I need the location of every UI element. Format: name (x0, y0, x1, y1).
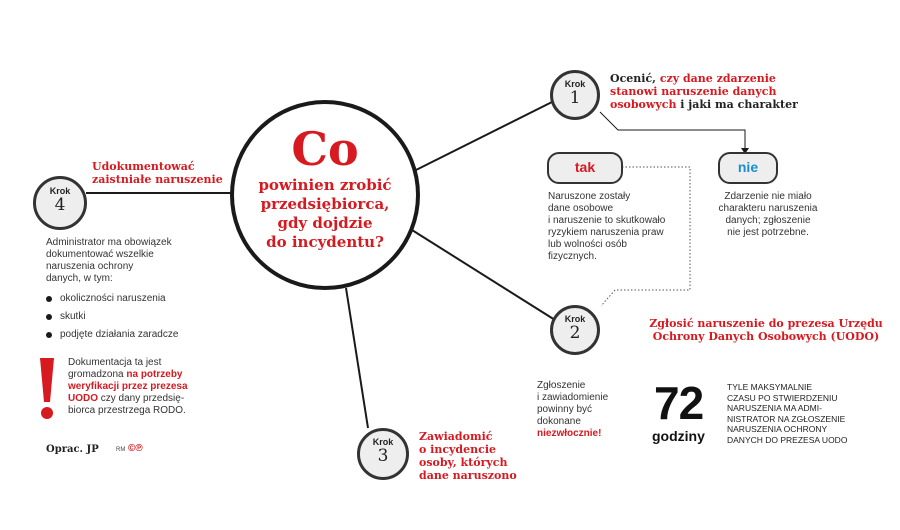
note-red-3: UODO (68, 393, 98, 404)
tak-text-line-5: lub wolności osób (548, 239, 627, 250)
credits-logo: ©℗ (128, 443, 143, 454)
tak-text-line-6: fizycznych. (548, 251, 597, 262)
tak-text-line-1: Naruszone zostały (548, 191, 631, 202)
line-step1-to-nie (600, 112, 745, 150)
step-2-title-line-2: Ochrony Danych Osobowych (UODO) (652, 330, 880, 343)
step-2-title (646, 317, 886, 343)
hours-desc-line-4: NISTRATOR NA ZGŁOSZENIE (727, 413, 846, 424)
documentation-note (68, 357, 228, 417)
step-3-circle (357, 428, 409, 480)
nie-text-line-3: danych; zgłoszenie (725, 215, 811, 226)
step-4-title-line-2: zaistniałe naruszenie (92, 173, 223, 186)
step-1-title-black-1: Ocenić, (610, 72, 656, 85)
step-4-intro-line-4: danych, w tym: (46, 273, 113, 284)
hours-desc-line-5: NARUSZENIA OCHRONY (727, 424, 828, 434)
tak-pill (547, 152, 623, 184)
tak-text-line-3: i naruszenie to skutkowało (548, 215, 666, 226)
step-4-bullet-list (46, 293, 246, 347)
step-1-title (610, 72, 810, 111)
hours-desc-line-3: NARUSZENIA MA ADMI- (727, 403, 822, 413)
step-2-title-line-1: Zgłosić naruszenie do prezesa Urzędu (649, 317, 883, 330)
step-2-text-line-4: dokonane (537, 416, 581, 427)
step-3-title-line-3: osoby, których (419, 456, 508, 469)
step-4-number: 4 (54, 195, 66, 215)
step-1-circle (550, 70, 600, 120)
hours-desc-line-1: TYLE MAKSYMALNIE (727, 382, 813, 392)
center-question-line-2: przedsiębiorca, (260, 195, 390, 213)
center-question-line-3: gdy dojdzie (277, 214, 373, 232)
step-2-text-line-1: Zgłoszenie (537, 380, 586, 391)
step-3-number: 3 (377, 446, 389, 466)
nie-pill (718, 152, 778, 184)
hours-desc-line-2: CZASU PO STWIERDZENIU (727, 392, 838, 403)
note-line-2 (68, 369, 228, 381)
step-3-title-line-2: o incydencie (419, 443, 496, 456)
step-2-text-red: niezwłocznie! (537, 428, 602, 439)
step-2-word: Krok (564, 314, 586, 324)
step-4-title-line-1: Udokumentować (92, 160, 195, 173)
note-line-4 (68, 393, 228, 405)
step-4-bullet-1: okoliczności naruszenia (46, 293, 246, 305)
step-3-title-line-1: Zawiadomić (419, 430, 493, 443)
center-question-line-4: do incydentu? (266, 233, 384, 251)
step-3-title (419, 430, 529, 482)
step-4-title (92, 160, 252, 186)
step-4-circle (33, 176, 87, 230)
line-to-step1 (416, 102, 552, 170)
step-4-intro-line-1: Administrator ma obowiązek (46, 237, 172, 248)
nie-text (708, 191, 828, 239)
hours-unit: godziny (652, 428, 705, 444)
step-4-intro (46, 237, 226, 285)
step-3-word: Krok (372, 437, 394, 447)
step-1-title-black-2: i jaki ma charakter (676, 98, 798, 111)
note-text-2: gromadzona (68, 369, 127, 380)
center-question-circle (230, 100, 420, 290)
tak-text (548, 191, 688, 263)
step-4-bullet-2: skutki (46, 311, 246, 323)
line-to-step2 (412, 230, 555, 320)
nie-text-line-2: charakteru naruszenia (718, 203, 818, 214)
nie-label: nie (737, 159, 759, 175)
hours-desc-line-6: DANYCH DO PREZESA UODO (727, 434, 848, 445)
note-line-1: Dokumentacja ta jest (68, 357, 162, 368)
note-line-5: biorca przestrzega RODO. (68, 405, 186, 416)
step-4-intro-line-2: dokumentować wszelkie (46, 249, 154, 260)
step-2-text-line-3: powinny być (537, 404, 593, 415)
center-question-line-1: powinien zrobić (258, 176, 392, 194)
step-2-text-line-2: i zawiadomienie (537, 392, 609, 403)
note-red-2: weryfikacji przez prezesa (68, 381, 188, 392)
credits-author: Oprac. JP (46, 444, 99, 455)
note-text-3: czy dany przedsię- (98, 393, 185, 404)
step-3-title-line-4: dane naruszono (419, 469, 517, 482)
credits-agency: RM (116, 447, 126, 453)
line-to-step3 (346, 288, 368, 428)
step-2-circle (550, 305, 600, 355)
tak-text-line-2: dane osobowe (548, 203, 614, 214)
step-1-number: 1 (569, 88, 581, 108)
step-4-bullet-3: podjęte działania zaradcze (46, 329, 246, 341)
hours-description (727, 382, 877, 445)
nie-text-line-4: nie jest potrzebne. (727, 227, 809, 238)
exclamation-icon (40, 358, 54, 420)
step-4-intro-line-3: naruszenia ochrony (46, 261, 134, 272)
tak-label: tak (574, 159, 596, 175)
step-4-word: Krok (49, 186, 71, 196)
step-2-number: 2 (569, 323, 581, 343)
note-red-1: na potrzeby (126, 369, 183, 380)
center-headline: Co (291, 122, 359, 176)
step-1-word: Krok (564, 79, 586, 89)
nie-text-line-1: Zdarzenie nie miało (724, 191, 812, 202)
hours-number: 72 (654, 377, 704, 429)
step-2-text (537, 380, 647, 440)
tak-text-line-4: ryzykiem naruszenia praw (548, 227, 664, 238)
step-1-title-red: czy dane zdarzenie stanowi naruszenie danych osobowych (610, 72, 777, 111)
